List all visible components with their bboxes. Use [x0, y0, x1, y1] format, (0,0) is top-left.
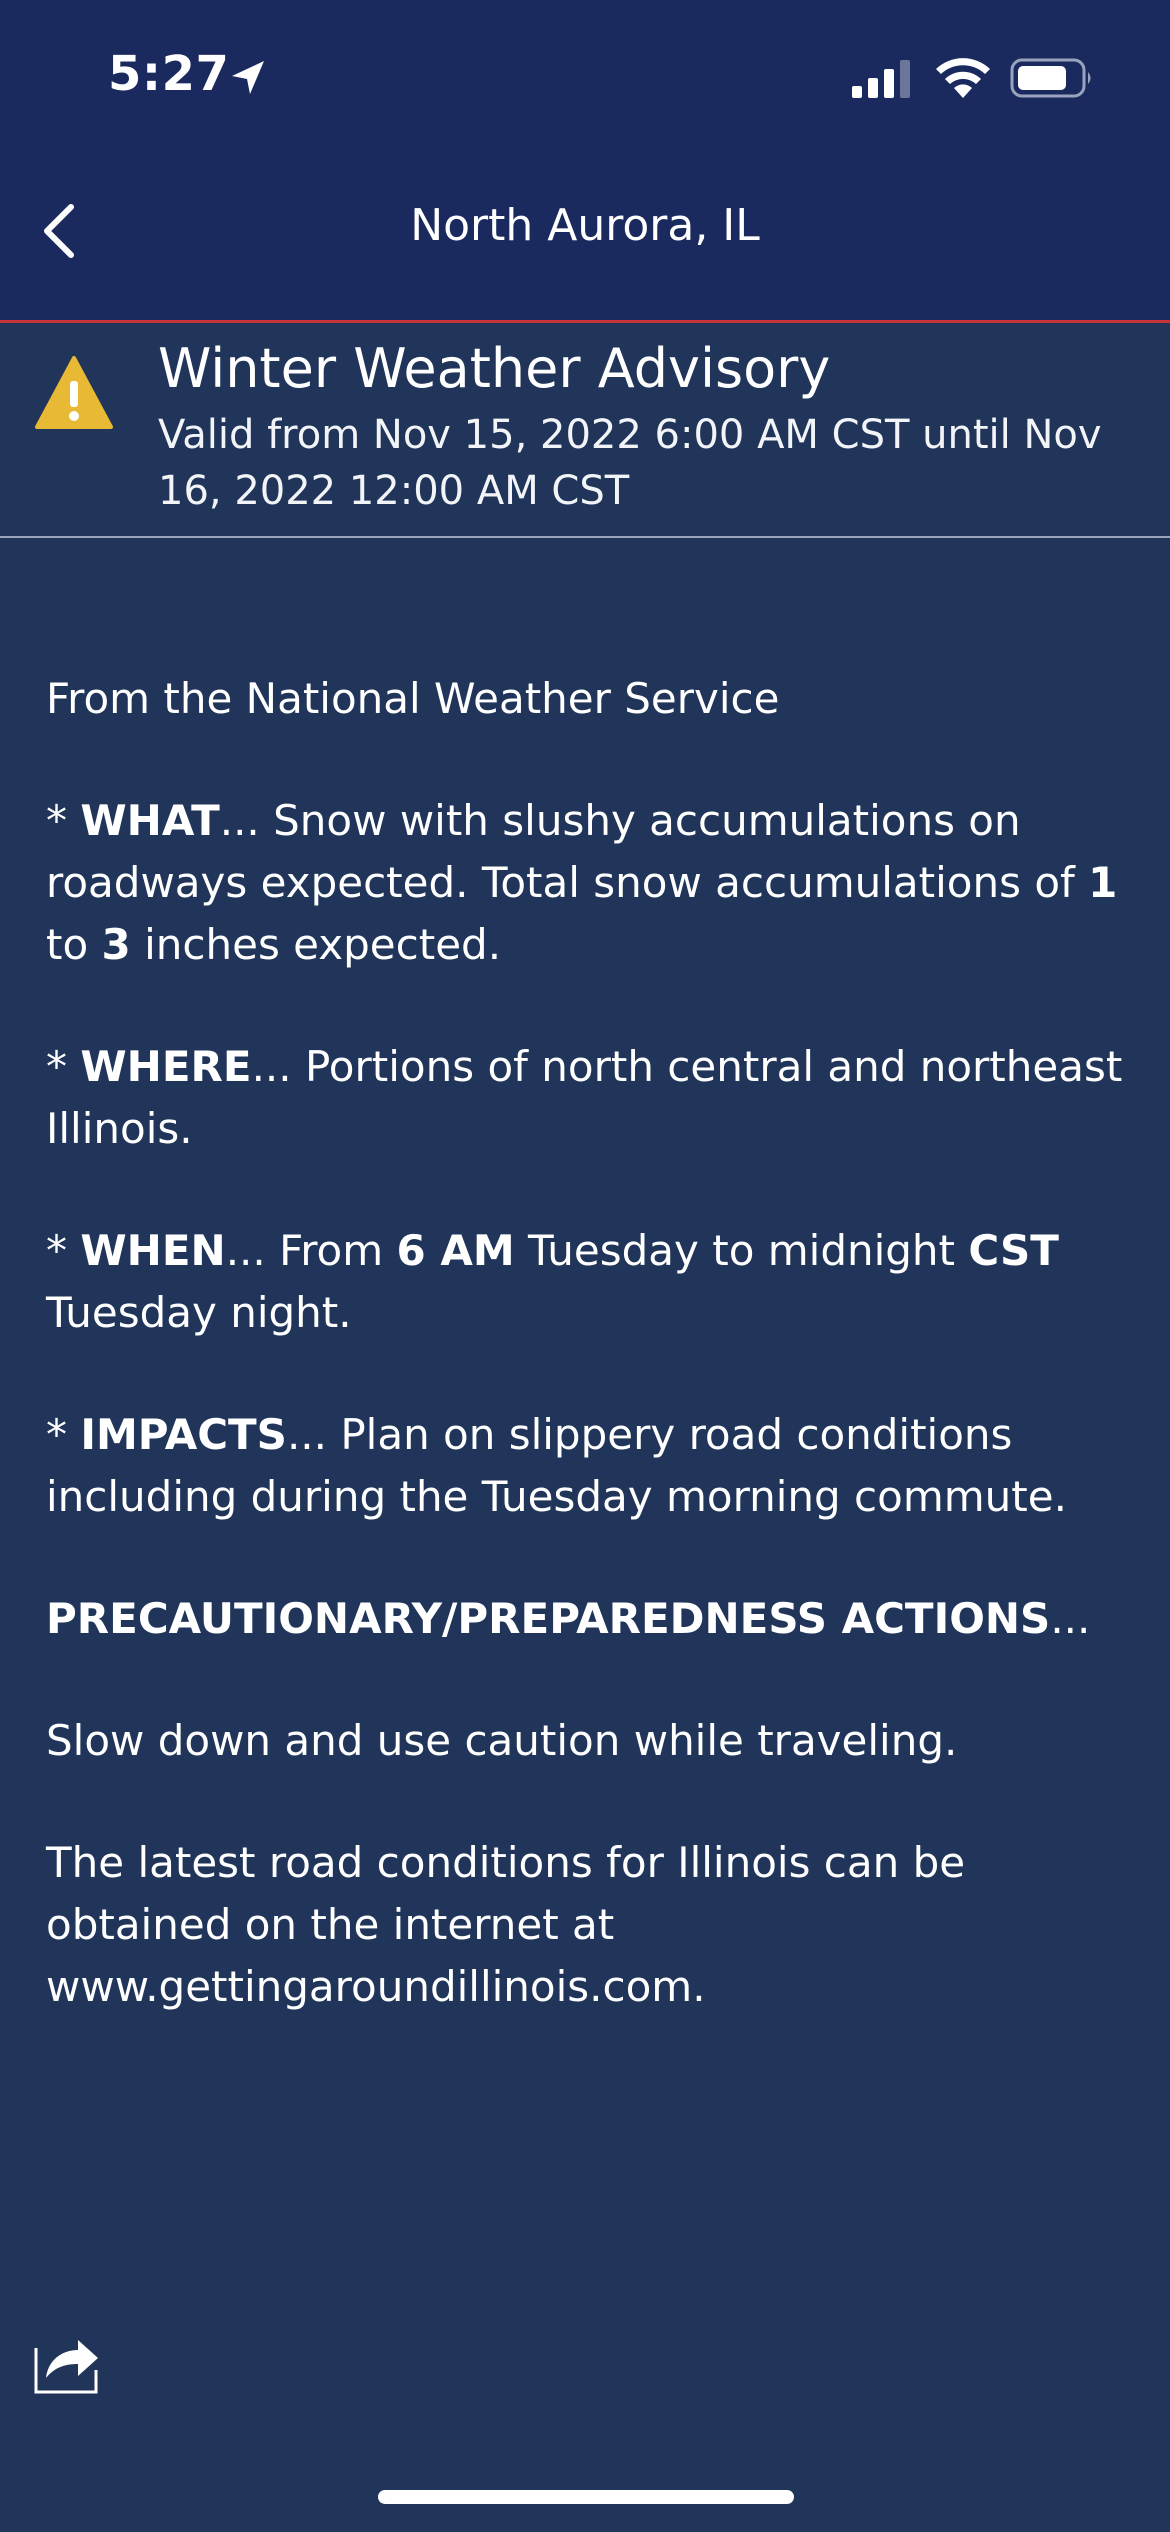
when-label: WHEN [80, 1226, 226, 1275]
status-time: 5:27 [108, 46, 230, 102]
home-indicator[interactable] [378, 2490, 794, 2504]
share-icon [32, 2326, 104, 2396]
source-line: From the National Weather Service [46, 674, 780, 723]
location-title: North Aurora, IL [410, 200, 760, 251]
share-button[interactable] [32, 2326, 104, 2396]
app-header [0, 0, 1170, 323]
what-label: WHAT [80, 796, 220, 845]
road-conditions-paragraph: The latest road conditions for Illinois can be obtained on the internet at www.gettingaroundillinois.com. [46, 1838, 966, 2011]
advisory-body [46, 668, 1136, 2078]
where-paragraph: * WHERE... Portions of north central and northeast Illinois. [46, 1042, 1123, 1153]
impacts-paragraph: * IMPACTS... Plan on slippery road conditions including during the Tuesday morning commute. [46, 1410, 1067, 1521]
advisory-valid-period: Valid from Nov 15, 2022 6:00 AM CST until Nov 16, 2022 12:00 AM CST [158, 412, 1102, 514]
advisory-banner [0, 323, 1170, 538]
caution-paragraph: Slow down and use caution while traveling. [46, 1716, 958, 1765]
battery-icon [1010, 58, 1094, 98]
wifi-icon [934, 56, 992, 98]
where-label: WHERE [80, 1042, 252, 1091]
when-paragraph: * WHEN... From 6 AM Tuesday to midnight CST Tuesday night. [46, 1226, 1059, 1337]
what-paragraph: * WHAT... Snow with slushy accumulations on roadways expected. Total snow accumulations of 1 to 3 inches expected. [46, 796, 1118, 969]
impacts-label: IMPACTS [80, 1410, 287, 1459]
location-arrow-icon [228, 58, 268, 98]
actions-heading: PRECAUTIONARY/PREPAREDNESS ACTIONS... [46, 1594, 1091, 1643]
status-bar [0, 0, 1170, 140]
advisory-title: Winter Weather Advisory [158, 337, 831, 400]
cellular-signal-icon [852, 60, 914, 98]
warning-triangle-icon [34, 353, 114, 433]
